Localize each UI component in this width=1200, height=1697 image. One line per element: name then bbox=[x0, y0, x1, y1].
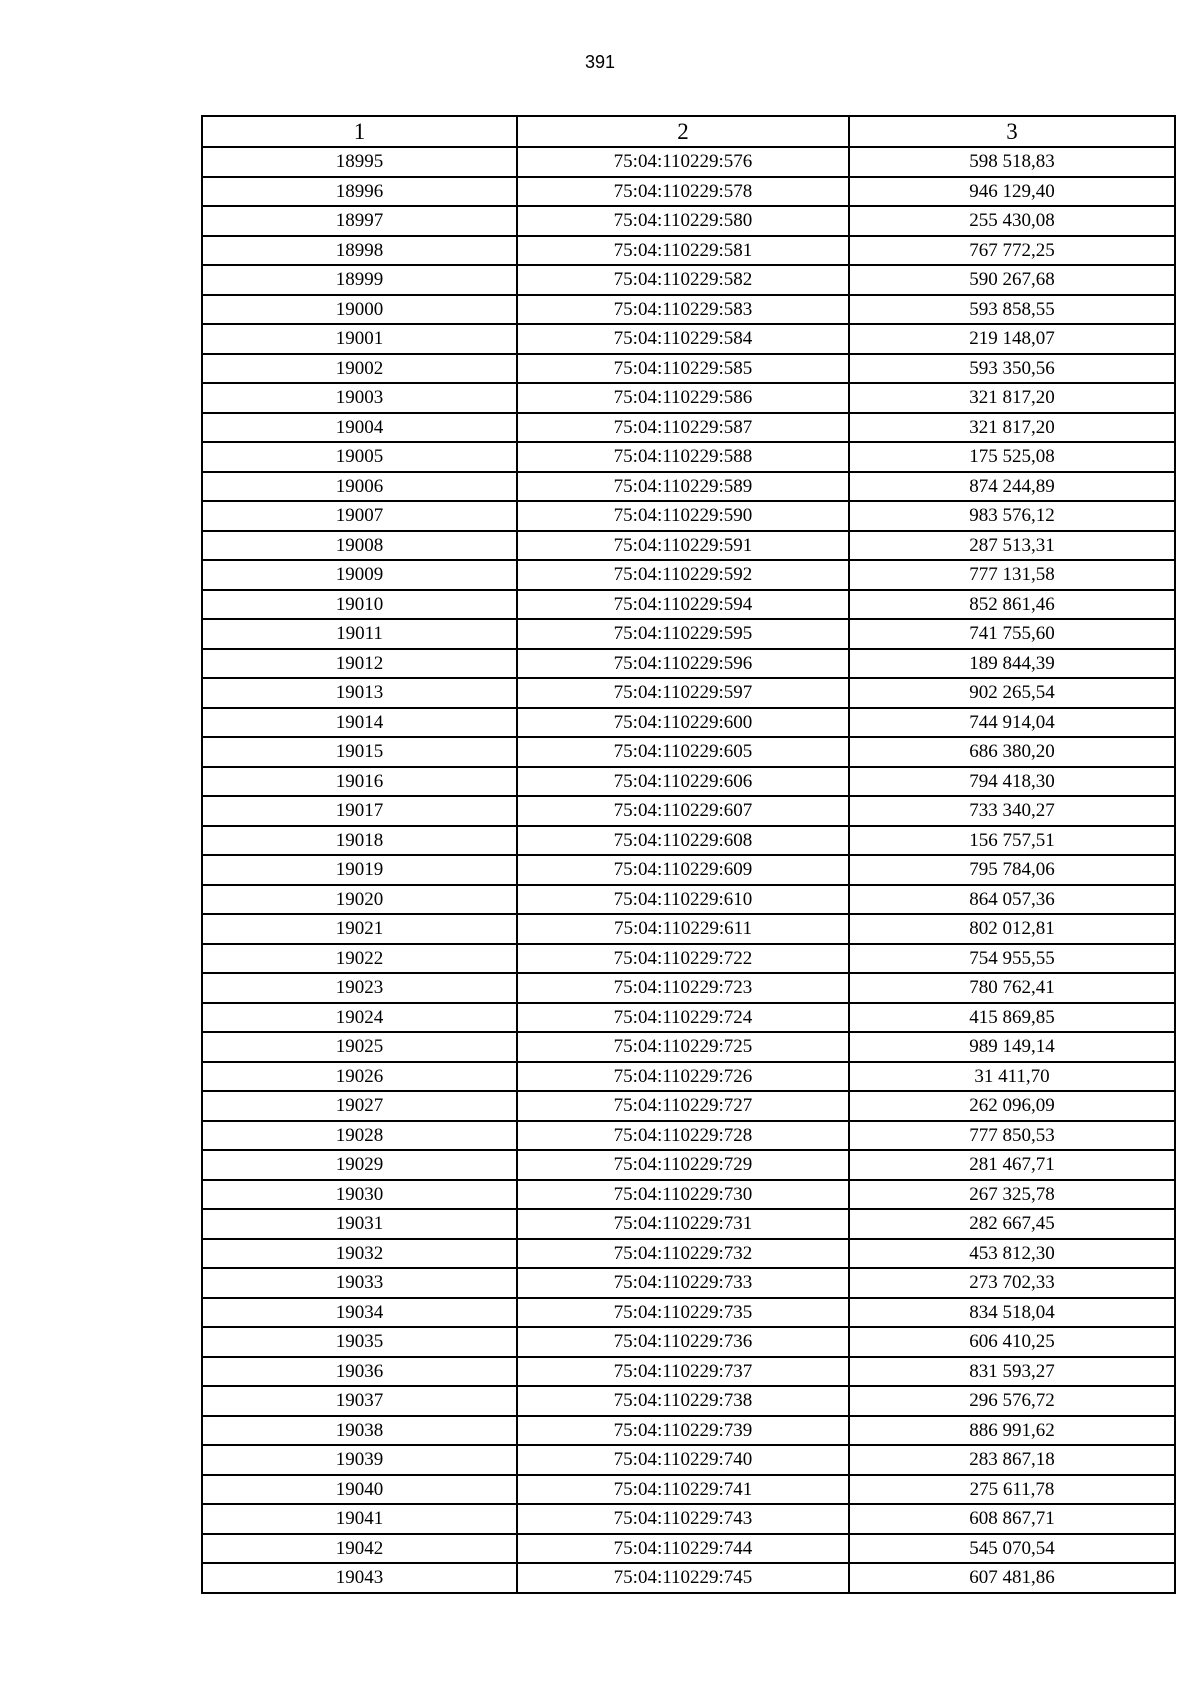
value-cell: 219 148,07 bbox=[849, 324, 1175, 354]
cadastral-number-cell: 75:04:110229:726 bbox=[517, 1062, 849, 1092]
table-row bbox=[202, 1357, 1175, 1387]
row-number-cell: 19013 bbox=[202, 678, 517, 708]
cadastral-number-cell: 75:04:110229:740 bbox=[517, 1445, 849, 1475]
table-row bbox=[202, 737, 1175, 767]
table-row bbox=[202, 383, 1175, 413]
row-number-cell: 19016 bbox=[202, 767, 517, 797]
value-cell: 273 702,33 bbox=[849, 1268, 1175, 1298]
cadastral-number-cell: 75:04:110229:583 bbox=[517, 295, 849, 325]
table-row bbox=[202, 1504, 1175, 1534]
row-number-cell: 19041 bbox=[202, 1504, 517, 1534]
row-number-cell: 19025 bbox=[202, 1032, 517, 1062]
table-row bbox=[202, 1003, 1175, 1033]
row-number-cell: 19011 bbox=[202, 619, 517, 649]
value-cell: 777 850,53 bbox=[849, 1121, 1175, 1151]
row-number-cell: 18997 bbox=[202, 206, 517, 236]
table-row bbox=[202, 413, 1175, 443]
value-cell: 175 525,08 bbox=[849, 442, 1175, 472]
cadastral-number-cell: 75:04:110229:731 bbox=[517, 1209, 849, 1239]
cadastral-number-cell: 75:04:110229:592 bbox=[517, 560, 849, 590]
table-row bbox=[202, 236, 1175, 266]
column-header-2: 2 bbox=[517, 116, 849, 147]
table-row bbox=[202, 944, 1175, 974]
value-cell: 282 667,45 bbox=[849, 1209, 1175, 1239]
value-cell: 255 430,08 bbox=[849, 206, 1175, 236]
cadastral-number-cell: 75:04:110229:590 bbox=[517, 501, 849, 531]
table-row bbox=[202, 1475, 1175, 1505]
value-cell: 275 611,78 bbox=[849, 1475, 1175, 1505]
value-cell: 590 267,68 bbox=[849, 265, 1175, 295]
cadastral-number-cell: 75:04:110229:741 bbox=[517, 1475, 849, 1505]
table-row bbox=[202, 914, 1175, 944]
table-row bbox=[202, 1416, 1175, 1446]
row-number-cell: 18999 bbox=[202, 265, 517, 295]
value-cell: 989 149,14 bbox=[849, 1032, 1175, 1062]
row-number-cell: 19042 bbox=[202, 1534, 517, 1564]
table-row bbox=[202, 826, 1175, 856]
column-header-1: 1 bbox=[202, 116, 517, 147]
value-cell: 296 576,72 bbox=[849, 1386, 1175, 1416]
value-cell: 593 350,56 bbox=[849, 354, 1175, 384]
cadastral-number-cell: 75:04:110229:743 bbox=[517, 1504, 849, 1534]
row-number-cell: 19005 bbox=[202, 442, 517, 472]
table-row bbox=[202, 1062, 1175, 1092]
cadastral-number-cell: 75:04:110229:729 bbox=[517, 1150, 849, 1180]
row-number-cell: 19040 bbox=[202, 1475, 517, 1505]
value-cell: 545 070,54 bbox=[849, 1534, 1175, 1564]
cadastral-number-cell: 75:04:110229:730 bbox=[517, 1180, 849, 1210]
row-number-cell: 19007 bbox=[202, 501, 517, 531]
cadastral-number-cell: 75:04:110229:606 bbox=[517, 767, 849, 797]
value-cell: 686 380,20 bbox=[849, 737, 1175, 767]
table-row bbox=[202, 1032, 1175, 1062]
value-cell: 593 858,55 bbox=[849, 295, 1175, 325]
value-cell: 767 772,25 bbox=[849, 236, 1175, 266]
table-row bbox=[202, 1445, 1175, 1475]
cadastral-number-cell: 75:04:110229:727 bbox=[517, 1091, 849, 1121]
cadastral-number-cell: 75:04:110229:744 bbox=[517, 1534, 849, 1564]
value-cell: 607 481,86 bbox=[849, 1563, 1175, 1593]
table-row bbox=[202, 206, 1175, 236]
cadastral-number-cell: 75:04:110229:584 bbox=[517, 324, 849, 354]
table-body bbox=[202, 147, 1175, 1593]
table-row bbox=[202, 1180, 1175, 1210]
cadastral-number-cell: 75:04:110229:581 bbox=[517, 236, 849, 266]
data-table bbox=[201, 115, 1176, 1594]
cadastral-number-cell: 75:04:110229:600 bbox=[517, 708, 849, 738]
value-cell: 156 757,51 bbox=[849, 826, 1175, 856]
cadastral-number-cell: 75:04:110229:587 bbox=[517, 413, 849, 443]
column-header-3: 3 bbox=[849, 116, 1175, 147]
table-row bbox=[202, 619, 1175, 649]
cadastral-number-cell: 75:04:110229:588 bbox=[517, 442, 849, 472]
value-cell: 946 129,40 bbox=[849, 177, 1175, 207]
table-row bbox=[202, 1386, 1175, 1416]
value-cell: 733 340,27 bbox=[849, 796, 1175, 826]
cadastral-number-cell: 75:04:110229:745 bbox=[517, 1563, 849, 1593]
value-cell: 780 762,41 bbox=[849, 973, 1175, 1003]
cadastral-number-cell: 75:04:110229:596 bbox=[517, 649, 849, 679]
value-cell: 189 844,39 bbox=[849, 649, 1175, 679]
table-row bbox=[202, 1209, 1175, 1239]
cadastral-number-cell: 75:04:110229:725 bbox=[517, 1032, 849, 1062]
value-cell: 321 817,20 bbox=[849, 413, 1175, 443]
row-number-cell: 19030 bbox=[202, 1180, 517, 1210]
table-row bbox=[202, 796, 1175, 826]
row-number-cell: 19037 bbox=[202, 1386, 517, 1416]
cadastral-number-cell: 75:04:110229:609 bbox=[517, 855, 849, 885]
page-number: 391 bbox=[584, 52, 616, 72]
table-row bbox=[202, 973, 1175, 1003]
table-row bbox=[202, 1091, 1175, 1121]
value-cell: 744 914,04 bbox=[849, 708, 1175, 738]
value-cell: 754 955,55 bbox=[849, 944, 1175, 974]
cadastral-number-cell: 75:04:110229:723 bbox=[517, 973, 849, 1003]
cadastral-number-cell: 75:04:110229:738 bbox=[517, 1386, 849, 1416]
cadastral-number-cell: 75:04:110229:576 bbox=[517, 147, 849, 177]
row-number-cell: 19010 bbox=[202, 590, 517, 620]
row-number-cell: 19004 bbox=[202, 413, 517, 443]
cadastral-number-cell: 75:04:110229:605 bbox=[517, 737, 849, 767]
row-number-cell: 19015 bbox=[202, 737, 517, 767]
row-number-cell: 19026 bbox=[202, 1062, 517, 1092]
value-cell: 606 410,25 bbox=[849, 1327, 1175, 1357]
row-number-cell: 19023 bbox=[202, 973, 517, 1003]
row-number-cell: 18998 bbox=[202, 236, 517, 266]
value-cell: 802 012,81 bbox=[849, 914, 1175, 944]
value-cell: 874 244,89 bbox=[849, 472, 1175, 502]
cadastral-number-cell: 75:04:110229:737 bbox=[517, 1357, 849, 1387]
value-cell: 267 325,78 bbox=[849, 1180, 1175, 1210]
table-row bbox=[202, 560, 1175, 590]
table-row bbox=[202, 354, 1175, 384]
row-number-cell: 19001 bbox=[202, 324, 517, 354]
value-cell: 262 096,09 bbox=[849, 1091, 1175, 1121]
row-number-cell: 19017 bbox=[202, 796, 517, 826]
row-number-cell: 19027 bbox=[202, 1091, 517, 1121]
row-number-cell: 19019 bbox=[202, 855, 517, 885]
cadastral-number-cell: 75:04:110229:736 bbox=[517, 1327, 849, 1357]
cadastral-number-cell: 75:04:110229:611 bbox=[517, 914, 849, 944]
row-number-cell: 19000 bbox=[202, 295, 517, 325]
row-number-cell: 19024 bbox=[202, 1003, 517, 1033]
table-row bbox=[202, 1150, 1175, 1180]
value-cell: 983 576,12 bbox=[849, 501, 1175, 531]
value-cell: 794 418,30 bbox=[849, 767, 1175, 797]
table-row bbox=[202, 1298, 1175, 1328]
table-row bbox=[202, 1534, 1175, 1564]
header-row bbox=[202, 116, 1175, 147]
table-row bbox=[202, 442, 1175, 472]
row-number-cell: 19022 bbox=[202, 944, 517, 974]
table-row bbox=[202, 324, 1175, 354]
table-row bbox=[202, 501, 1175, 531]
value-cell: 281 467,71 bbox=[849, 1150, 1175, 1180]
cadastral-number-cell: 75:04:110229:722 bbox=[517, 944, 849, 974]
cadastral-number-cell: 75:04:110229:733 bbox=[517, 1268, 849, 1298]
cadastral-number-cell: 75:04:110229:735 bbox=[517, 1298, 849, 1328]
value-cell: 453 812,30 bbox=[849, 1239, 1175, 1269]
row-number-cell: 19033 bbox=[202, 1268, 517, 1298]
cadastral-number-cell: 75:04:110229:589 bbox=[517, 472, 849, 502]
table-row bbox=[202, 678, 1175, 708]
table-row bbox=[202, 885, 1175, 915]
table-row bbox=[202, 147, 1175, 177]
table-row bbox=[202, 1268, 1175, 1298]
value-cell: 852 861,46 bbox=[849, 590, 1175, 620]
table-row bbox=[202, 708, 1175, 738]
cadastral-number-cell: 75:04:110229:739 bbox=[517, 1416, 849, 1446]
cadastral-number-cell: 75:04:110229:582 bbox=[517, 265, 849, 295]
value-cell: 864 057,36 bbox=[849, 885, 1175, 915]
row-number-cell: 19020 bbox=[202, 885, 517, 915]
table-row bbox=[202, 767, 1175, 797]
row-number-cell: 19003 bbox=[202, 383, 517, 413]
value-cell: 321 817,20 bbox=[849, 383, 1175, 413]
value-cell: 834 518,04 bbox=[849, 1298, 1175, 1328]
table-row bbox=[202, 590, 1175, 620]
value-cell: 598 518,83 bbox=[849, 147, 1175, 177]
cadastral-number-cell: 75:04:110229:585 bbox=[517, 354, 849, 384]
row-number-cell: 19006 bbox=[202, 472, 517, 502]
row-number-cell: 19034 bbox=[202, 1298, 517, 1328]
table-row bbox=[202, 295, 1175, 325]
row-number-cell: 19039 bbox=[202, 1445, 517, 1475]
value-cell: 886 991,62 bbox=[849, 1416, 1175, 1446]
table-row bbox=[202, 531, 1175, 561]
cadastral-number-cell: 75:04:110229:594 bbox=[517, 590, 849, 620]
table-row bbox=[202, 855, 1175, 885]
row-number-cell: 19036 bbox=[202, 1357, 517, 1387]
row-number-cell: 19043 bbox=[202, 1563, 517, 1593]
row-number-cell: 18996 bbox=[202, 177, 517, 207]
table-row bbox=[202, 1239, 1175, 1269]
cadastral-number-cell: 75:04:110229:580 bbox=[517, 206, 849, 236]
cadastral-number-cell: 75:04:110229:578 bbox=[517, 177, 849, 207]
value-cell: 283 867,18 bbox=[849, 1445, 1175, 1475]
table-row bbox=[202, 177, 1175, 207]
row-number-cell: 19038 bbox=[202, 1416, 517, 1446]
row-number-cell: 19031 bbox=[202, 1209, 517, 1239]
table-row bbox=[202, 1327, 1175, 1357]
row-number-cell: 19028 bbox=[202, 1121, 517, 1151]
cadastral-number-cell: 75:04:110229:610 bbox=[517, 885, 849, 915]
row-number-cell: 19032 bbox=[202, 1239, 517, 1269]
cadastral-number-cell: 75:04:110229:597 bbox=[517, 678, 849, 708]
cadastral-number-cell: 75:04:110229:591 bbox=[517, 531, 849, 561]
value-cell: 795 784,06 bbox=[849, 855, 1175, 885]
cadastral-number-cell: 75:04:110229:608 bbox=[517, 826, 849, 856]
value-cell: 287 513,31 bbox=[849, 531, 1175, 561]
cadastral-number-cell: 75:04:110229:586 bbox=[517, 383, 849, 413]
value-cell: 777 131,58 bbox=[849, 560, 1175, 590]
row-number-cell: 18995 bbox=[202, 147, 517, 177]
cadastral-number-cell: 75:04:110229:595 bbox=[517, 619, 849, 649]
value-cell: 415 869,85 bbox=[849, 1003, 1175, 1033]
value-cell: 608 867,71 bbox=[849, 1504, 1175, 1534]
row-number-cell: 19008 bbox=[202, 531, 517, 561]
row-number-cell: 19035 bbox=[202, 1327, 517, 1357]
table-header bbox=[202, 116, 1175, 147]
table-row bbox=[202, 1121, 1175, 1151]
row-number-cell: 19002 bbox=[202, 354, 517, 384]
row-number-cell: 19009 bbox=[202, 560, 517, 590]
table-row bbox=[202, 265, 1175, 295]
row-number-cell: 19018 bbox=[202, 826, 517, 856]
value-cell: 831 593,27 bbox=[849, 1357, 1175, 1387]
row-number-cell: 19021 bbox=[202, 914, 517, 944]
table-row bbox=[202, 649, 1175, 679]
cadastral-number-cell: 75:04:110229:732 bbox=[517, 1239, 849, 1269]
value-cell: 741 755,60 bbox=[849, 619, 1175, 649]
row-number-cell: 19014 bbox=[202, 708, 517, 738]
row-number-cell: 19029 bbox=[202, 1150, 517, 1180]
value-cell: 31 411,70 bbox=[849, 1062, 1175, 1092]
table-row bbox=[202, 1563, 1175, 1593]
cadastral-number-cell: 75:04:110229:728 bbox=[517, 1121, 849, 1151]
value-cell: 902 265,54 bbox=[849, 678, 1175, 708]
table-row bbox=[202, 472, 1175, 502]
row-number-cell: 19012 bbox=[202, 649, 517, 679]
cadastral-number-cell: 75:04:110229:607 bbox=[517, 796, 849, 826]
cadastral-number-cell: 75:04:110229:724 bbox=[517, 1003, 849, 1033]
